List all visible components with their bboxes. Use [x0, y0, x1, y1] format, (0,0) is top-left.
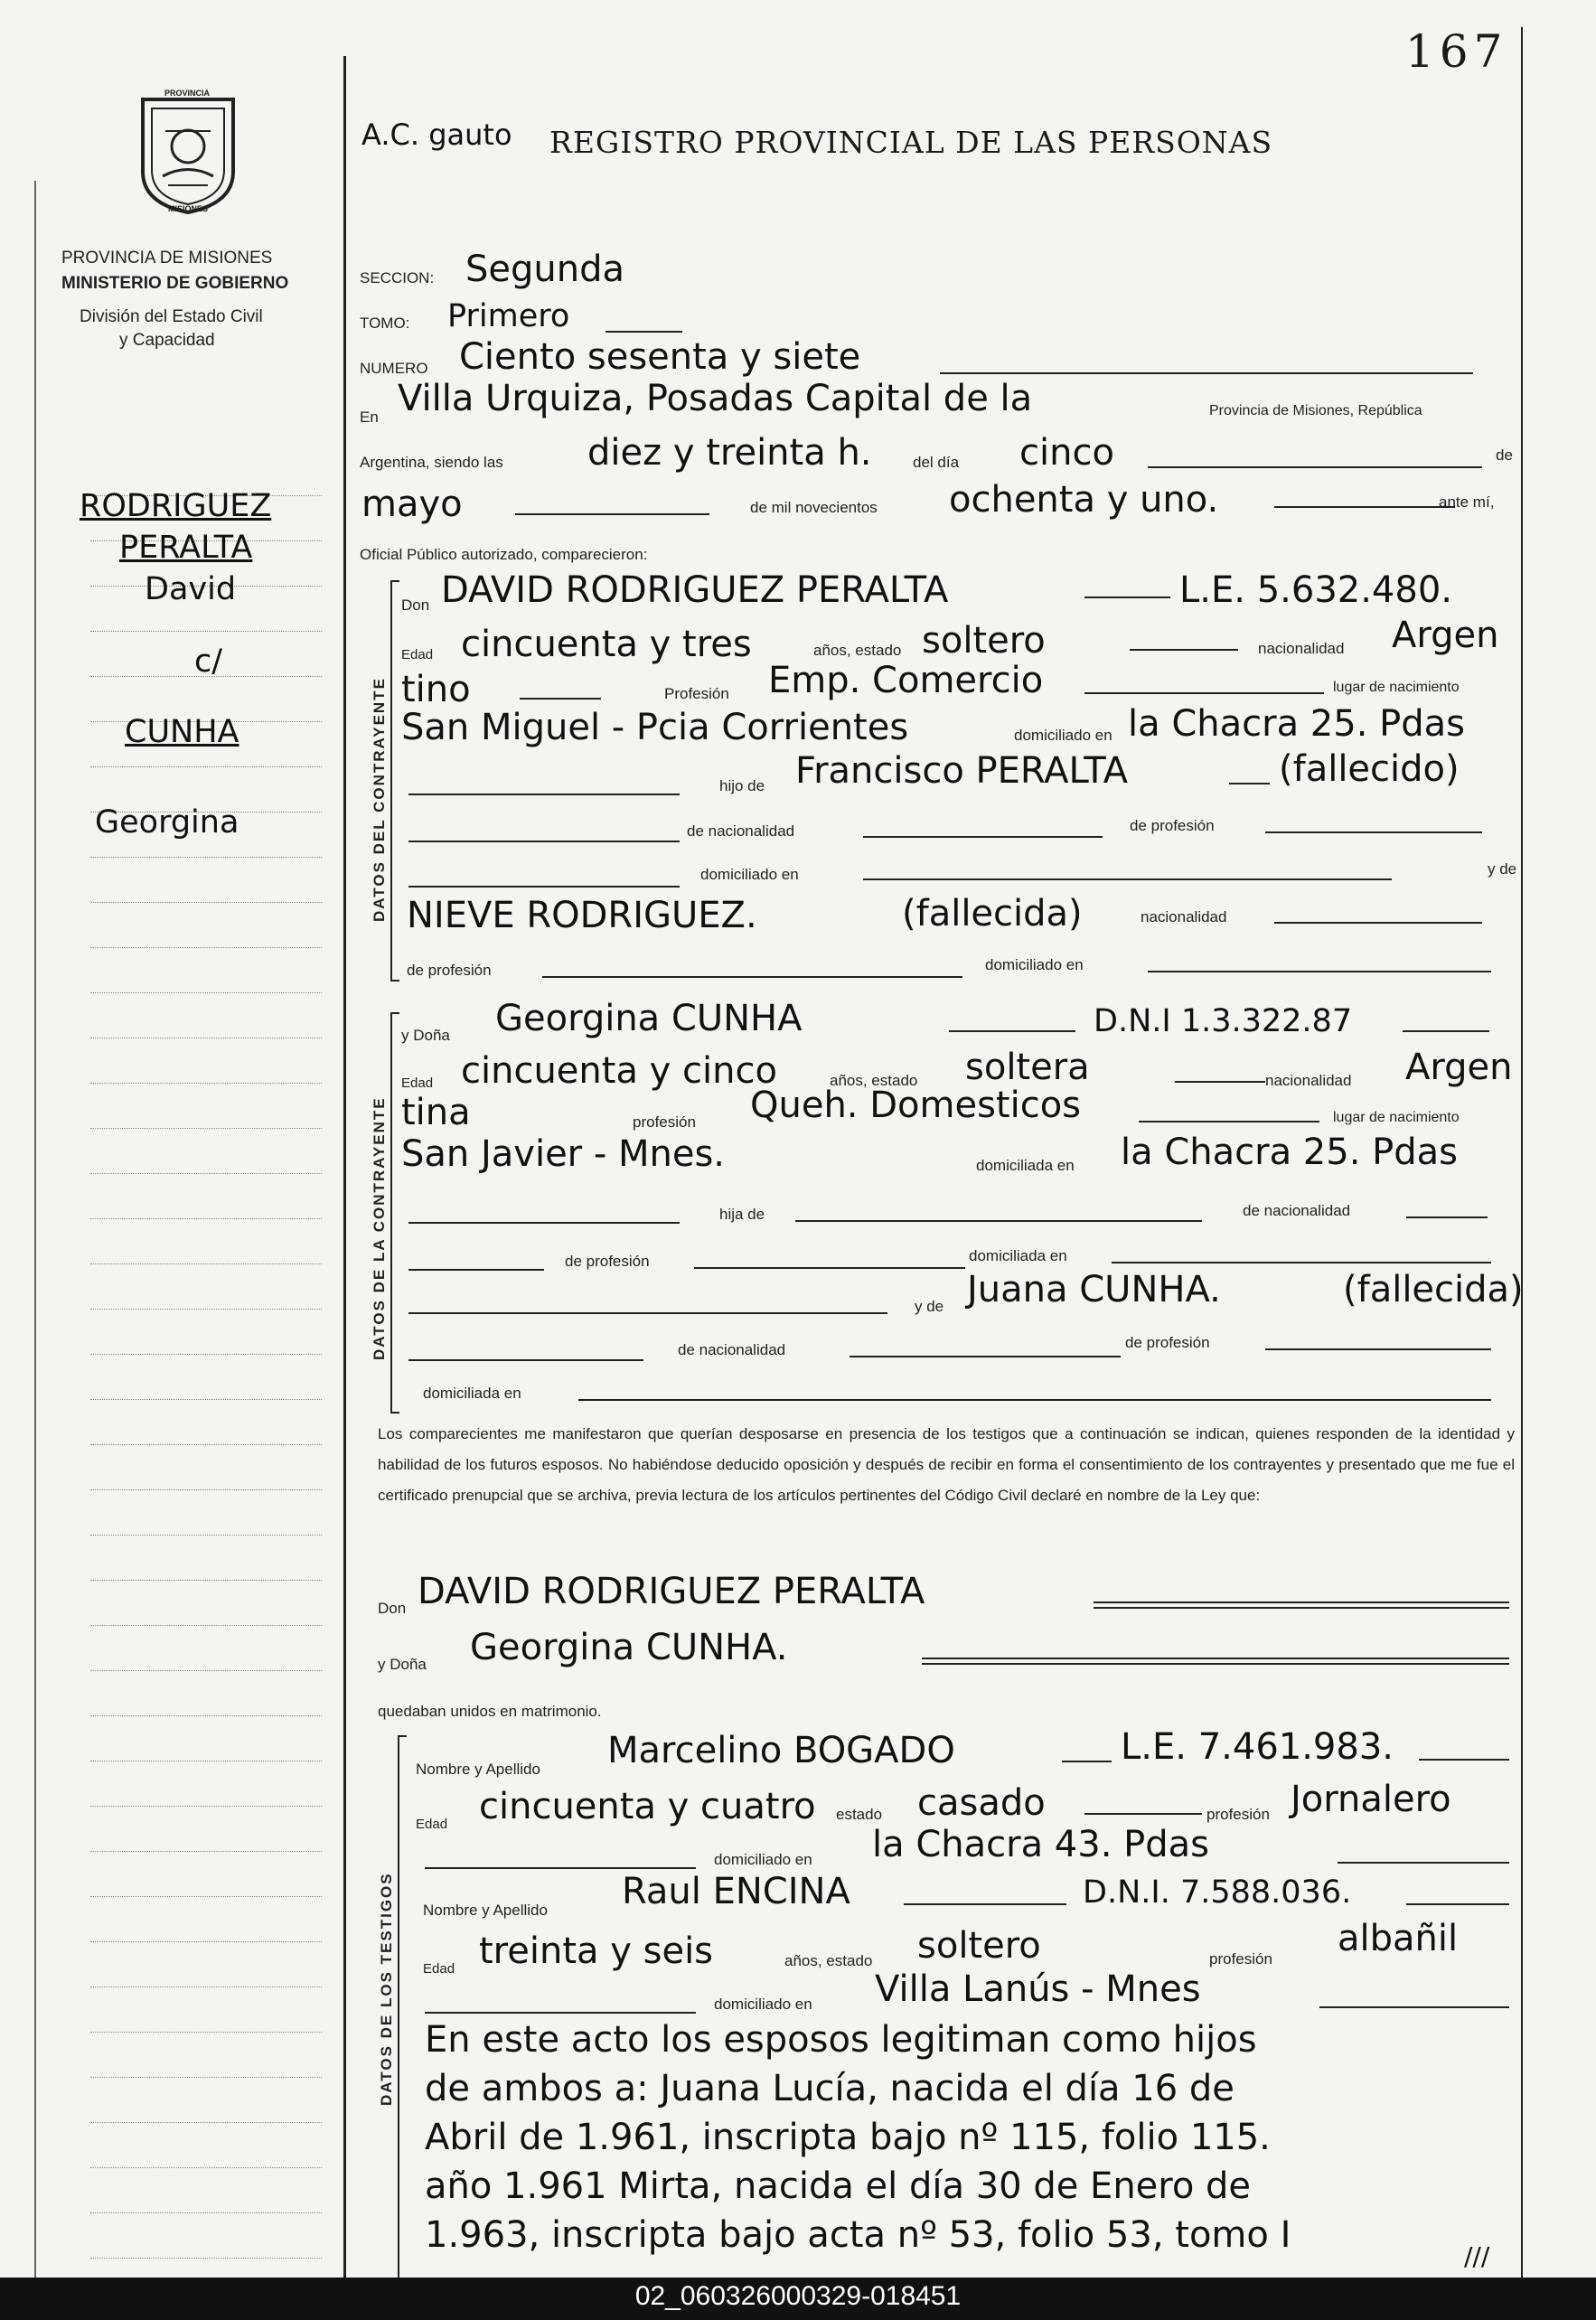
tomo-line	[606, 331, 682, 333]
value-hora: diez y treinta h.	[587, 432, 872, 474]
label-en: En	[360, 409, 379, 426]
groom-father-prof-line	[1265, 831, 1482, 833]
bride-hija-line-left	[408, 1222, 680, 1224]
declaration-paragraph: Los comparecientes me manifestaron que querían desposarse en presencia de los testigos que a continuación se indican, quienes responden de la identidad y habilidad de los futuros esposos. No habiéndose deducido oposición y después de recibir en forma el consentimiento de los contrayentes y presentado que me fue el certificado prenupcial que se archiva, previa lectura de los artículos pertinentes del Código Civil declaré en nombre de la Ley que:	[378, 1425, 1515, 1504]
label-de-profesion-mother-b: de profesión	[1125, 1334, 1210, 1351]
w1-status-line	[1084, 1813, 1202, 1815]
don-married-line	[1094, 1601, 1509, 1603]
value-groom-status: soltero	[922, 620, 1046, 662]
w1-dom-left	[425, 1867, 696, 1869]
value-w1-domicile: la Chacra 43. Pdas	[872, 1824, 1209, 1865]
w2-dom-line	[1319, 2006, 1509, 2008]
value-groom-name: DAVID RODRIGUEZ PERALTA	[441, 569, 949, 611]
value-bride-mother-note: (fallecida)	[1343, 1269, 1524, 1310]
groom-mother-prof-line	[542, 976, 962, 978]
margin-surname-1: RODRIGUEZ	[80, 488, 272, 524]
groom-bracket	[390, 580, 399, 982]
value-anio: ochenta y uno.	[949, 479, 1219, 521]
value-groom-nat-a: Argen	[1392, 615, 1499, 656]
value-groom-domicile: la Chacra 25. Pdas	[1128, 703, 1465, 745]
note-line-4: año 1.961 Mirta, nacida el día 30 de Enero de	[425, 2165, 1252, 2207]
label-estado-w1: estado	[836, 1806, 883, 1823]
bride-mother-dom-line	[578, 1399, 1491, 1401]
w1-doc-line	[1419, 1759, 1509, 1761]
value-bride-mother: Juana CUNHA.	[967, 1269, 1221, 1310]
label-de-profesion-mother: de profesión	[407, 962, 492, 979]
label-edad-w1: Edad	[416, 1817, 448, 1832]
label-w2-name: Nombre y Apellido	[423, 1902, 548, 1919]
provincial-seal	[125, 90, 251, 217]
value-bride-name: Georgina CUNHA	[495, 998, 803, 1039]
value-groom-age: cincuenta y tres	[461, 624, 752, 665]
label-de-mil: de mil novecientos	[750, 499, 878, 516]
groom-name-line	[1084, 596, 1170, 598]
value-groom-mother: NIEVE RODRIGUEZ.	[407, 895, 757, 936]
label-hija-de: hija de	[719, 1206, 765, 1223]
label-edad-w2: Edad	[423, 1961, 455, 1977]
value-bride-prof: Queh. Domesticos	[750, 1085, 1082, 1126]
label-quedaban: quedaban unidos en matrimonio.	[378, 1703, 602, 1720]
margin-connector: c/	[194, 643, 223, 680]
bride-mother-prof-line	[1265, 1348, 1491, 1350]
label-edad-groom: Edad	[401, 647, 434, 662]
value-bride-age: cincuenta y cinco	[461, 1050, 777, 1092]
label-lugar-nac-bride: lugar de nacimiento	[1333, 1110, 1460, 1125]
label-de-nacionalidad-mother: de nacionalidad	[678, 1341, 786, 1358]
groom-father-line	[1229, 783, 1270, 784]
label-dona-married: y Doña	[378, 1656, 427, 1673]
groom-father-dom-line	[863, 878, 1392, 880]
value-tomo: Primero	[447, 298, 570, 334]
label-del-dia: del día	[913, 454, 960, 471]
value-w2-status: soltero	[917, 1925, 1041, 1967]
groom-father-dom-left	[408, 886, 680, 888]
label-profesion-w2: profesión	[1209, 1950, 1272, 1968]
value-lugar: Villa Urquiza, Posadas Capital de la	[398, 378, 1033, 419]
mes-line	[515, 513, 709, 515]
org-line-3: División del Estado Civil	[80, 307, 263, 326]
org-line-4: y Capacidad	[119, 331, 215, 350]
dona-married-line-2	[922, 1663, 1509, 1665]
note-line-2: de ambos a: Juana Lucía, nacida el día 16 de	[425, 2068, 1235, 2109]
dia-line	[1148, 466, 1482, 468]
page-number: 167	[1405, 25, 1508, 78]
label-nacionalidad-mother: nacionalidad	[1141, 908, 1227, 925]
value-w2-name: Raul ENCINA	[622, 1871, 850, 1912]
label-edad-bride: Edad	[401, 1075, 434, 1091]
label-argentina: Argentina, siendo las	[360, 454, 503, 471]
bride-status-line	[1175, 1081, 1265, 1083]
registry-title: REGISTRO PROVINCIAL DE LAS PERSONAS	[549, 125, 1273, 160]
bride-mother-line-left	[408, 1312, 887, 1314]
value-w1-status: casado	[917, 1782, 1046, 1824]
value-seccion: Segunda	[465, 249, 624, 290]
value-mes: mayo	[361, 484, 463, 525]
side-label-witnesses: DATOS DE LOS TESTIGOS	[378, 1872, 395, 2106]
label-anos-estado-bride: años, estado	[830, 1072, 918, 1089]
w1-dom-line	[1338, 1862, 1509, 1864]
bride-father-prof-left	[408, 1269, 544, 1271]
label-y-de: y de	[1488, 860, 1517, 878]
label-profesion-w1: profesión	[1206, 1806, 1270, 1823]
label-anos-estado-groom: años, estado	[813, 642, 902, 659]
margin-surname-3: CUNHA	[125, 714, 239, 750]
don-married-line-2	[1094, 1607, 1509, 1609]
note-line-5: 1.963, inscripta bajo acta nº 53, folio 53, tomo I	[425, 2214, 1291, 2256]
label-oficial: Oficial Público autorizado, comparecieron:	[360, 546, 648, 563]
right-rule	[1521, 27, 1523, 2278]
label-nacionalidad-groom: nacionalidad	[1258, 640, 1345, 657]
label-ante-mi: ante mí,	[1439, 493, 1495, 511]
value-numero: Ciento sesenta y siete	[459, 336, 861, 378]
label-provincia: Provincia de Misiones, República	[1209, 403, 1422, 418]
groom-father-nat-line	[863, 836, 1103, 838]
value-bride-birth: San Javier - Mnes.	[401, 1133, 726, 1175]
label-numero: NUMERO	[360, 360, 428, 377]
label-domiciliado-groom: domiciliado en	[1014, 727, 1113, 744]
value-groom-nat-b: tino	[401, 669, 471, 710]
groom-status-line	[1130, 649, 1238, 651]
margin-surname-2: PERALTA	[119, 530, 253, 566]
label-domiciliado-w2: domiciliado en	[714, 1996, 812, 2013]
bride-father-line	[795, 1220, 1202, 1222]
margin-rule	[343, 56, 346, 2278]
value-dona-married: Georgina CUNHA.	[470, 1627, 788, 1668]
label-y-de-bride: y de	[915, 1298, 944, 1315]
label-de-nacionalidad-groom: de nacionalidad	[687, 822, 795, 840]
value-w2-domicile: Villa Lanús - Mnes	[875, 1968, 1201, 2010]
value-bride-nat-a: Argen	[1405, 1047, 1513, 1088]
margin-given-1: David	[145, 571, 237, 607]
value-groom-father-note: (fallecido)	[1279, 748, 1460, 790]
value-w1-name: Marcelino BOGADO	[607, 1730, 955, 1771]
side-label-bride: DATOS DE LA CONTRAYENTE	[371, 1096, 388, 1360]
margin-given-2: Georgina	[95, 804, 239, 841]
value-w1-doc: L.E. 7.461.983.	[1121, 1726, 1394, 1768]
label-nacionalidad-bride: nacionalidad	[1265, 1072, 1352, 1089]
w2-doc-line	[1406, 1903, 1509, 1905]
side-label-groom: DATOS DEL CONTRAYENTE	[371, 677, 388, 922]
label-domiciliado-father: domiciliado en	[700, 866, 799, 883]
groom-nat-line	[520, 698, 601, 700]
value-w2-age: treinta y seis	[479, 1930, 714, 1972]
value-bride-doc: D.N.I 1.3.322.87	[1094, 1003, 1353, 1039]
bride-father-dom-line	[1112, 1262, 1491, 1263]
corner-mark: ///	[1464, 2241, 1490, 2271]
label-profesion-bride: profesión	[633, 1113, 696, 1131]
dona-married-line	[922, 1658, 1509, 1659]
label-de-nacionalidad-bride: de nacionalidad	[1243, 1202, 1351, 1219]
groom-mother-nat-line	[1274, 922, 1482, 924]
label-de-1: de	[1496, 446, 1513, 464]
value-bride-nat-b: tina	[401, 1092, 471, 1133]
value-groom-birth: San Miguel - Pcia Corrientes	[401, 707, 909, 748]
value-w1-prof: Jornalero	[1291, 1779, 1451, 1820]
label-seccion: SECCION:	[360, 269, 435, 286]
label-w1-name: Nombre y Apellido	[416, 1761, 540, 1778]
value-groom-father: Francisco PERALTA	[795, 750, 1128, 792]
value-don-married: DAVID RODRIGUEZ PERALTA	[418, 1571, 925, 1612]
bride-doc-line	[1403, 1030, 1489, 1032]
registrar-initials: A.C. gauto	[361, 117, 512, 152]
label-tomo: TOMO:	[360, 315, 410, 332]
bride-mother-nat-line	[850, 1356, 1121, 1357]
bride-mother-nat-left	[408, 1359, 643, 1361]
value-groom-doc: L.E. 5.632.480.	[1179, 569, 1452, 611]
label-anos-estado-w2: años, estado	[784, 1952, 873, 1969]
witness-bracket	[398, 1735, 407, 2281]
value-bride-domicile: la Chacra 25. Pdas	[1121, 1132, 1458, 1173]
label-domiciliado-mother: domiciliado en	[985, 956, 1084, 973]
note-line-1: En este acto los esposos legitiman como hijos	[425, 2019, 1257, 2061]
groom-prof-line	[1084, 692, 1324, 694]
org-line-1: PROVINCIA DE MISIONES	[61, 249, 273, 268]
label-domiciliada-mother: domiciliada en	[423, 1385, 521, 1402]
label-de-profesion-groom: de profesión	[1130, 817, 1215, 834]
groom-father-nat-left	[408, 841, 680, 842]
note-line-3: Abril de 1.961, inscripta bajo nº 115, folio 115.	[425, 2117, 1271, 2158]
w1-name-line	[1062, 1761, 1112, 1762]
label-domiciliada-bride: domiciliada en	[976, 1157, 1075, 1174]
value-dia: cinco	[1019, 432, 1114, 474]
seal-text-top: PROVINCIA	[164, 89, 211, 98]
label-domiciliada-father: domiciliada en	[969, 1247, 1067, 1264]
groom-mother-dom-line	[1148, 971, 1491, 972]
bride-prof-line	[1139, 1121, 1319, 1122]
label-domiciliado-w1: domiciliado en	[714, 1851, 812, 1868]
label-don-married: Don	[378, 1600, 407, 1617]
w2-dom-left	[425, 2012, 696, 2014]
label-de-profesion-bride: de profesión	[565, 1253, 650, 1270]
value-bride-status: soltera	[965, 1047, 1090, 1088]
value-groom-mother-note: (fallecida)	[902, 893, 1083, 935]
bride-bracket	[390, 1012, 399, 1414]
seal-text-bottom: MISIONES	[168, 204, 209, 213]
left-binding	[34, 181, 36, 2278]
groom-hijo-line-left	[408, 794, 680, 795]
label-y-dona: y Doña	[401, 1027, 450, 1044]
anio-line	[1274, 506, 1455, 508]
bride-name-line	[949, 1030, 1075, 1032]
value-w2-prof: albañil	[1338, 1918, 1459, 1959]
footer-id: 02_060326000329-018451	[634, 2281, 962, 2311]
org-line-2: MINISTERIO DE GOBIERNO	[61, 274, 289, 293]
label-lugar-nac-groom: lugar de nacimiento	[1333, 680, 1460, 695]
value-w1-age: cincuenta y cuatro	[479, 1786, 816, 1827]
value-w2-doc: D.N.I. 7.588.036.	[1083, 1874, 1352, 1911]
label-profesion-groom: Profesión	[664, 685, 729, 702]
bride-father-nat-line	[1406, 1216, 1488, 1218]
w2-name-line	[904, 1903, 1066, 1905]
numero-line	[940, 372, 1473, 374]
value-groom-prof: Emp. Comercio	[768, 660, 1044, 701]
label-don: Don	[401, 596, 430, 614]
label-hijo-de: hijo de	[719, 777, 765, 794]
bride-father-prof-line	[694, 1267, 965, 1269]
